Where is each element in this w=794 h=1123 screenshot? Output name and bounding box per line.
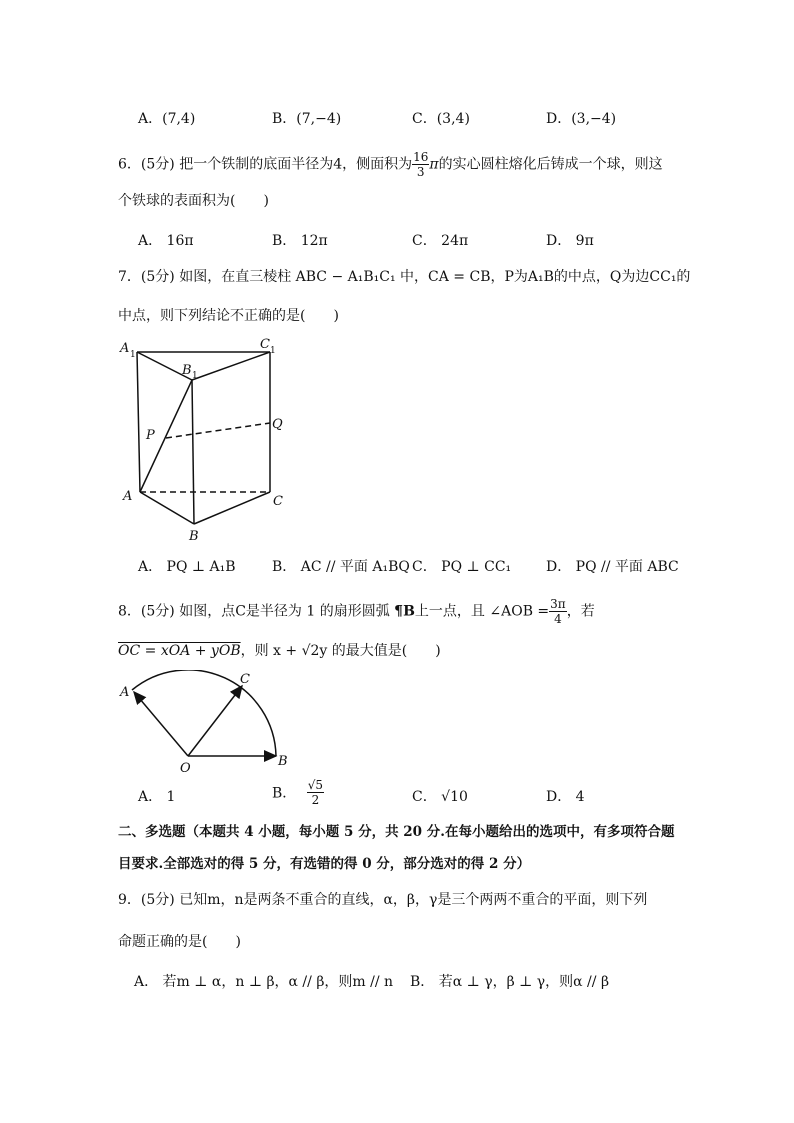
q8-option-b-fraction <box>307 778 324 807</box>
q6-frac-den: 3 <box>416 165 425 179</box>
q6-stem-line1 <box>118 150 663 179</box>
q7-stem-line1: 7．(5分) 如图，在直三棱柱 ABC − A₁B₁C₁ 中，CA = CB，P为A₁B的中点，Q为边CC₁的 <box>118 269 691 285</box>
label-c1-sub: 1 <box>270 346 276 356</box>
q6-option-c: C． 24π <box>412 233 469 249</box>
q8-arc-ab: ¶B <box>394 603 415 620</box>
q8-option-d: D． 4 <box>546 789 585 805</box>
q6-pi: π <box>429 156 439 173</box>
edge-bb1 <box>192 380 194 524</box>
q9-option-a: A． 若m ⊥ α，n ⊥ β，α // β，则m // n <box>134 974 394 990</box>
q8-option-c: C． √10 <box>412 789 468 805</box>
prism-figure <box>110 330 310 550</box>
q5-option-a: A．(7,4) <box>138 111 196 127</box>
label-a: A <box>123 489 133 504</box>
q9-option-b: B． 若α ⊥ γ，β ⊥ γ，则α // β <box>410 974 610 990</box>
q7-option-a: A． PQ ⊥ A₁B <box>138 559 236 575</box>
q6-option-d: D． 9π <box>546 233 594 249</box>
label-b1: B <box>182 363 192 378</box>
q6-fraction <box>412 150 429 179</box>
edge-bc <box>194 492 270 524</box>
q5-option-d: D．(3,−4) <box>546 111 617 127</box>
arc-ab <box>132 670 276 756</box>
q8-option-b <box>272 778 324 807</box>
edge-aa1 <box>137 352 140 492</box>
sector-figure <box>110 670 310 780</box>
section2-heading-line1: 二、多选题（本题共 4 小题，每小题 5 分，共 20 分.在每小题给出的选项中，有多项符合题 <box>118 824 675 840</box>
edge-ab <box>140 492 194 524</box>
q8-angle-fraction <box>549 597 567 626</box>
label-c: C <box>240 672 250 687</box>
q8-text-c: ，若 <box>566 603 595 620</box>
q6-prefix: 6．(5分) 把一个铁制的底面半径为4，侧面积为 <box>118 156 413 173</box>
label-o: O <box>180 761 191 776</box>
section2-heading-line2: 目要求.全部选对的得 5 分，有选错的得 0 分，部分选对的得 2 分） <box>118 856 531 872</box>
q6-frac-num: 16 <box>413 150 429 164</box>
q8-option-b-label: B． <box>272 785 297 802</box>
q8-angle-num: 3π <box>550 597 566 611</box>
q5-option-b: B．(7,−4) <box>272 111 342 127</box>
q8-vector-eq: OC = xOA + yOB <box>118 643 241 659</box>
q5-option-c: C．(3,4) <box>412 111 470 127</box>
q6-stem-line2: 个铁球的表面积为( ) <box>118 193 269 209</box>
vector-oc <box>188 686 242 756</box>
label-c: C <box>273 494 283 509</box>
vector-oa <box>134 692 188 756</box>
label-a: A <box>120 685 130 700</box>
q8-option-b-den: 2 <box>311 793 320 807</box>
label-a1: A <box>120 341 130 356</box>
q6-option-a: A． 16π <box>138 233 194 249</box>
label-c1: C <box>260 337 270 352</box>
q8-stem-line1 <box>118 597 595 626</box>
q9-stem-line1: 9．(5分) 已知m，n是两条不重合的直线，α，β，γ是三个两两不重合的平面，则下列 <box>118 892 648 908</box>
q7-option-b: B． AC // 平面 A₁BQ <box>272 559 410 575</box>
label-a1-sub: 1 <box>130 350 136 360</box>
q8-text-a: 8．(5分) 如图，点C是半径为 1 的扇形圆弧 <box>118 603 390 620</box>
q8-angle-den: 4 <box>554 612 562 626</box>
edge-b1c1 <box>192 352 270 380</box>
q8-stem-line2 <box>118 640 441 660</box>
label-b: B <box>189 529 199 544</box>
label-p: P <box>146 428 155 443</box>
q6-option-b: B． 12π <box>272 233 328 249</box>
q6-suffix: 的实心圆柱熔化后铸成一个球，则这 <box>438 156 663 173</box>
q9-stem-line2: 命题正确的是( ) <box>118 934 241 950</box>
q7-stem-line2: 中点，则下列结论不正确的是( ) <box>118 308 339 324</box>
q8-text-b: 上一点，且 ∠AOB = <box>414 603 550 620</box>
label-b1-sub: 1 <box>192 371 198 381</box>
q8-option-a: A． 1 <box>138 789 176 805</box>
q7-option-c: C． PQ ⊥ CC₁ <box>412 559 512 575</box>
q7-option-d: D． PQ // 平面 ABC <box>546 559 679 575</box>
q8-option-b-num: √5 <box>307 778 324 792</box>
label-q: Q <box>272 417 283 432</box>
segment-pq-hidden <box>166 423 270 438</box>
label-b: B <box>278 754 288 769</box>
q8-text-d: ，则 x + √2y 的最大值是( ) <box>240 643 441 659</box>
